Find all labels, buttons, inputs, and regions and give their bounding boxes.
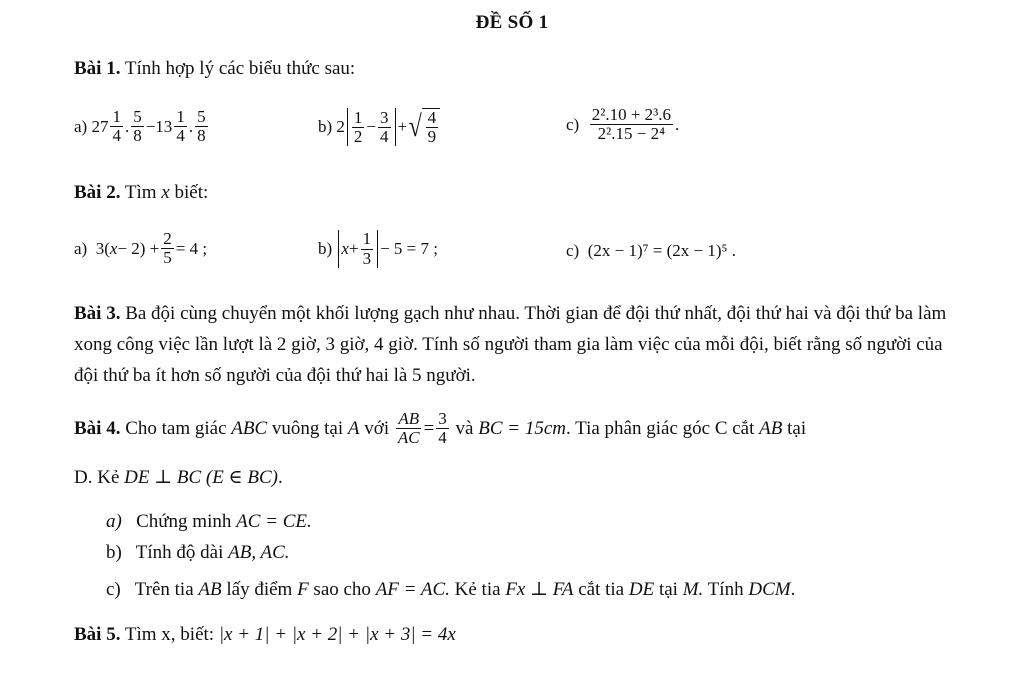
plus: + xyxy=(397,117,408,137)
line2b: . xyxy=(277,467,283,488)
bai5 xyxy=(74,624,456,646)
c-t4: Kẻ tia xyxy=(454,579,501,600)
c-m: M. xyxy=(682,579,704,600)
eq: = xyxy=(423,417,435,439)
bai1-c-label: c) xyxy=(566,114,580,134)
t2: vuông tại xyxy=(271,417,344,439)
c-perp: Fx ⊥ FA xyxy=(505,579,574,600)
c-t6: tại xyxy=(658,579,678,600)
bai2-c-expr: (2x − 1)⁷ = (2x − 1)⁵ . xyxy=(587,241,736,260)
bai4-c xyxy=(106,578,795,601)
pre: 3( xyxy=(95,238,110,258)
dot: . xyxy=(188,116,194,136)
x: x xyxy=(109,238,118,258)
a-math: AC = CE. xyxy=(236,511,312,532)
coef: 2 xyxy=(336,117,345,137)
bai1-c xyxy=(566,106,679,144)
b-math: AB, AC. xyxy=(228,542,290,563)
bai1-a-frac2: $\frac{5}{8}$ xyxy=(133,107,142,146)
bai1-a-frac1: $\frac{1}{4}$ xyxy=(112,107,121,146)
bai4-a xyxy=(106,511,312,533)
bai5-label: Bài 5. xyxy=(74,624,121,645)
bai1-a-int1: 27 xyxy=(91,116,109,136)
a: A xyxy=(347,417,360,439)
dot: . xyxy=(124,116,130,136)
b-label: b) xyxy=(106,542,122,563)
t3: với xyxy=(364,417,390,439)
bai2-var: x xyxy=(161,182,170,203)
c-t5: cắt tia xyxy=(578,579,625,600)
abc: ABC xyxy=(231,417,268,439)
c-f: F xyxy=(297,579,309,600)
bai4-ratio-val: $\frac{3}{4}$ xyxy=(438,409,447,448)
bai2-b-label: b) xyxy=(318,239,333,258)
bai1-a-frac3: $\frac{1}{4}$ xyxy=(176,107,185,146)
bai3-text: Ba đội cùng chuyển một khối lượng gạch như nhau. Thời gian để đội thứ nhất, đội thứ hai và đội thứ ba làm xong công việc lần lượt là 2 giờ, 3 giờ, 4 giờ. Tính số người tham gia làm việc của mỗi đội, biết rằng số người của đội thứ ba ít hơn số người của đội thứ hai là 5 người. xyxy=(74,303,947,386)
c-de: DE xyxy=(628,579,655,600)
bai2-b xyxy=(318,230,438,268)
bai1-c-frac: $\frac{\text{2².10 + 2³.6}}{\text{2².15 − 2⁴}}$ xyxy=(591,105,671,144)
period: . xyxy=(675,114,680,134)
bai2-c xyxy=(566,240,736,262)
post: − 5 = 7 ; xyxy=(380,239,438,258)
c-eq: AF = AC. xyxy=(375,579,450,600)
bai1-label: Bài 1. xyxy=(74,58,121,79)
b-text: Tính độ dài xyxy=(135,542,224,563)
line2a: D. Kẻ xyxy=(74,467,120,488)
bai1-text: Tính hợp lý các biểu thức sau: xyxy=(124,58,356,79)
bai1-b xyxy=(318,108,440,147)
bai2-text: Tìm xyxy=(124,182,157,203)
bai2-a xyxy=(74,230,207,268)
bai4-label: Bài 4. xyxy=(74,417,121,439)
cm: cm xyxy=(543,417,566,439)
t1: Cho tam giác xyxy=(125,417,227,439)
bai1-a xyxy=(74,108,210,146)
c-dcm: DCM xyxy=(748,579,791,600)
bai4-line2 xyxy=(74,466,283,489)
bai5-expr: |x + 1| + |x + 2| + |x + 3| = 4x xyxy=(218,624,456,645)
c-label: c) xyxy=(106,579,121,600)
a-text: Chứng minh xyxy=(136,511,232,532)
minus: − xyxy=(366,117,377,137)
post: = 4 ; xyxy=(175,238,208,258)
bai5-text: Tìm x, biết: xyxy=(124,624,215,645)
bai1-a-label: a) xyxy=(74,116,88,136)
bai4-b xyxy=(106,542,290,564)
bai2-c-label: c) xyxy=(566,241,580,260)
t5: . Tia phân giác góc C cắt xyxy=(566,417,755,439)
bai1-b-sqrt: √ $\frac{4}{9}$ xyxy=(407,108,440,147)
bai2-a-frac: $\frac{2}{5}$ xyxy=(163,229,172,268)
bai3-paragraph xyxy=(74,298,964,391)
bai1-b-frac2: $\frac{3}{4}$ xyxy=(380,107,389,146)
minus-13: −13 xyxy=(145,116,173,136)
bai4-line1 xyxy=(74,410,806,448)
bc: BC = 15 xyxy=(478,417,544,439)
bai2-label: Bài 2. xyxy=(74,182,121,203)
c-t3: sao cho xyxy=(313,579,371,600)
bai2-heading xyxy=(74,182,208,204)
bai3-label: Bài 3. xyxy=(74,303,121,324)
bai1-a-frac4: $\frac{5}{8}$ xyxy=(197,107,206,146)
c-end: . xyxy=(790,579,796,600)
mid: − 2) + xyxy=(117,238,160,258)
bai1-b-frac1: $\frac{1}{2}$ xyxy=(353,107,363,146)
c-ab: AB xyxy=(198,579,222,600)
bai2-b-frac: $\frac{1}{3}$ xyxy=(362,229,372,268)
bai4-ratio: $\frac{AB}{AC}$ xyxy=(397,409,420,448)
de: DE ⊥ BC (E ∈ BC) xyxy=(124,467,278,488)
plus: + xyxy=(348,239,359,258)
bai2-a-label: a) xyxy=(74,238,88,258)
c-t7: Tính xyxy=(707,579,744,600)
c-t1: Trên tia xyxy=(134,579,194,600)
x: x xyxy=(341,239,349,258)
bai2-text2: biết: xyxy=(174,182,209,203)
t4: và xyxy=(455,417,474,439)
c-t2: lấy điểm xyxy=(226,579,293,600)
ab: AB xyxy=(759,417,783,439)
page-title: ĐỀ SỐ 1 xyxy=(475,12,549,33)
t6: tại xyxy=(787,417,807,439)
bai1-heading xyxy=(74,58,355,80)
bai1-b-label: b) xyxy=(318,117,333,137)
a-label: a) xyxy=(106,511,122,532)
